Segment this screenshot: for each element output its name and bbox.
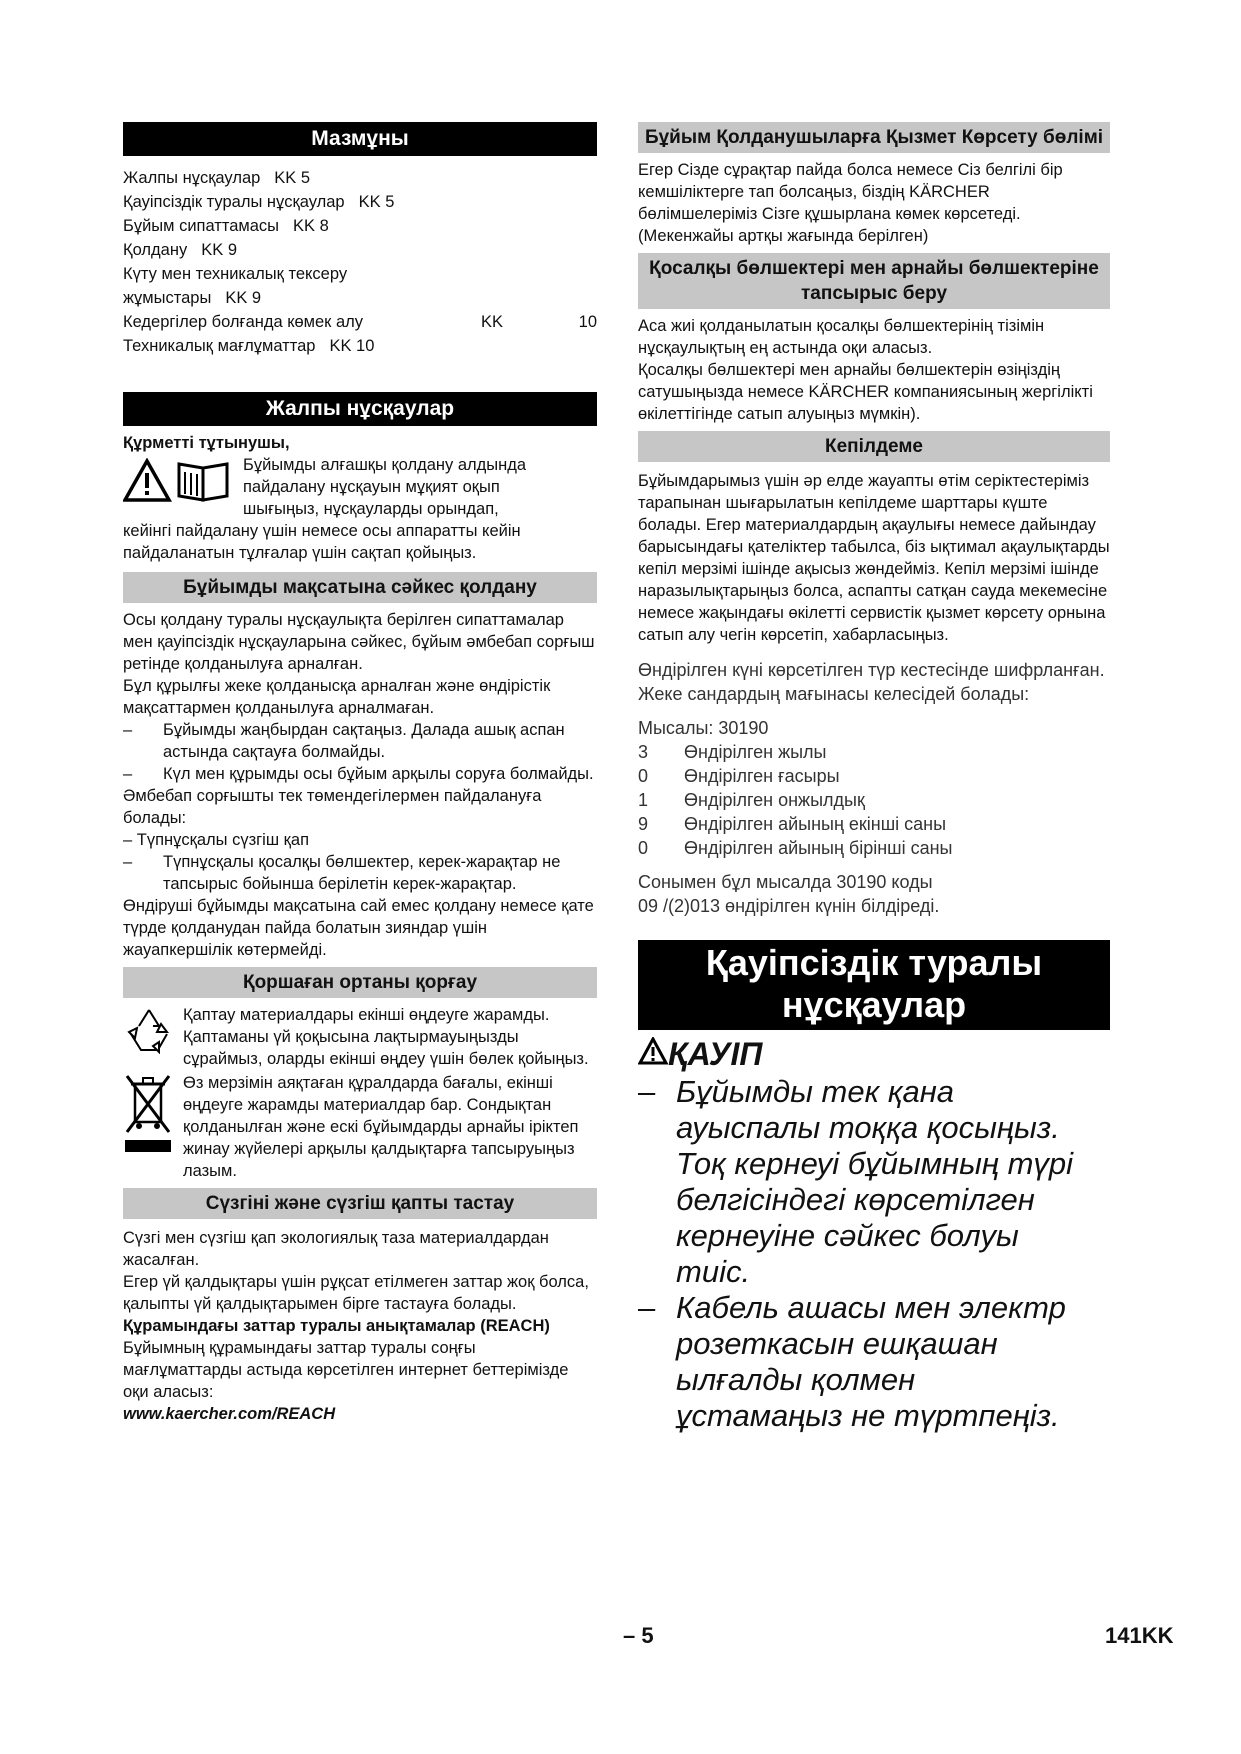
environment-section	[123, 1004, 597, 1182]
list-item: – Бұйымды тек қана ауыспалы тоққа қосыңыз. Тоқ кернеуі бұйымның түрі белгісіндегі көрсетілген кернеуіне сәйкес болуы тиіс.	[638, 1074, 1074, 1289]
purpose-section: Осы қолдану туралы нұсқаулықта берілген сипаттамалар мен қауіпсіздік нұсқауларына сәйкес, бұйым әмбебап сорғыш ретінде қолданылуға арналған. Бұл құрылғы жеке қолданысқа арналған және өндірістік мақсаттармен қолданылуға арналмаған. – Бұйымды жаңбырдан сақтаңыз. Далада ашық аспан астында сақтауға болмайды. – Күл мен құрымды осы бұйым арқылы соруға болмайды. Әмбебап сорғышты тек төмендегілермен пайдалануға болады: – Түпнұсқалы сүзгіш қап – Түпнұсқалы қосалқы бөлшектер, керек-жарақтар не тапсырыс бойынша берілетін керек-жарақтар. Өндіруші бұйымды мақсатына сай емес қолдану немесе қате түрде қолданудан пайда болатын зияндар үшін жауапкершілік көтермейді.	[123, 609, 597, 961]
left-column	[123, 122, 597, 1425]
list-item: – Түпнұсқалы қосалқы бөлшектер, керек-жарақтар не тапсырыс бойынша берілетін керек-жарақтар.	[123, 853, 561, 893]
list-item: 0 Өндірілген ғасыры	[638, 766, 840, 786]
danger-label: ҚАУІП	[638, 1034, 1110, 1074]
service-section: Егер Сізде сұрақтар пайда болса немесе Сіз белгілі бір кемшіліктерге тап болсаңыз, біздің KÄRCHER бөлімшелеріміз Сізге құшырлана көмек көрсетеді. (Мекенжайы артқы жағында берілген)	[638, 161, 1063, 245]
list-item: – Күл мен құрымды осы бұйым арқылы соруға болмайды.	[123, 765, 594, 783]
date-code-section: Өндірілген күні көрсетілген түр кестесінде шифрланған. Жеке сандардың мағынасы келесідей болады: Мысалы: 30190 3 Өндірілген жылы 0 Өндірілген ғасыры 1 Өндірілген онжылдық 9 Өндірілген айының екінші саны 0 Өндірілген айының бірінші саны Сонымен бұл мысалда 30190 коды 09 /(2)013 өндірілген күнін білдіреді.	[638, 658, 1110, 918]
crossed-bin-icon	[123, 1074, 175, 1166]
general-section	[123, 432, 597, 564]
safety-section	[638, 1034, 1110, 1434]
filter-section: Сүзгі мен сүзгіш қап экологиялық таза материалдардан жасалған. Егер үй қалдықтары үшін рұқсат етілмеген заттар жоқ болса, қалыпты үй қалдықтарымен бірге тастауға болады. Құрамындағы заттар туралы анықтамалар (REACH) Бұйымның құрамындағы заттар туралы соңғы мағлұматтарды астыда көрсетілген интернет беттерімізде оқи аласыз: www.kaercher.com/REACH	[123, 1227, 597, 1425]
disposal-block: Өз мерзімін аяқтаған құралдарда бағалы, екінші өңдеуге жарамды материалдар бар. Сондықтан қолданылған және ескі бұйымдарды арнайы іріктеп жинау жүйелері арқылы қалдықтарға тапсыруыңыз лазым.	[123, 1072, 597, 1182]
general-title: Жалпы нұсқаулар	[123, 392, 597, 426]
parts-section: Аса жиі қолданылатын қосалқы бөлшектерінің тізімін нұсқаулықтың ең астында оқи аласыз. Қосалқы бөлшектері мен арнайы бөлшектерін өзіңіздің сатушыңызда немесе KÄRCHER компаниясының жергілікті өкілеттігінде сатып алуыңыз мүмкін).	[638, 317, 1093, 423]
toc-title: Мазмұны	[123, 122, 597, 156]
toc-item[interactable]: Бұйым сипаттамасы KK 8	[123, 217, 329, 235]
service-title: Бұйым Қолданушыларға Қызмет Көрсету бөлімі	[638, 122, 1110, 153]
environment-title: Қоршаған ортаны қорғау	[123, 967, 597, 998]
warranty-section: Бұйымдарымыз үшін әр елде жауапты өтім серіктестеріміз тарапынан шығарылатын кепілдеме шарттары күште болады. Егер материалдардың ақаулығы немесе дайындау барысындағы қателіктер табылса, біз ықтимал ақаулықтарды кепіл мерзімі ішінде ақысыз жөндейміз. Кепіл мерзімі ішінде наразылықтарыңыз болса, аспапты сатқан сауда мекемесіне немесе жақындағы өкілетті сервистік қызмет көрсету орнына сатып алу чегін көрсетіп, хабарласыңыз.	[638, 472, 1110, 644]
warranty-title: Кепілдеме	[638, 431, 1110, 462]
list-item: 3 Өндірілген жылы	[638, 742, 827, 762]
toc-item[interactable]: Қауіпсіздік туралы нұсқаулар KK 5	[123, 193, 395, 211]
document-code: 141KK	[1105, 1623, 1174, 1648]
recycle-icon	[123, 1006, 175, 1060]
toc-list	[123, 166, 597, 358]
toc-item[interactable]: Техникалық мағлұматтар KK 10	[123, 337, 375, 355]
reach-link[interactable]: www.kaercher.com/REACH	[123, 1405, 336, 1423]
list-item: 9 Өндірілген айының екінші саны	[638, 814, 947, 834]
list-item: 0 Өндірілген айының бірінші саны	[638, 838, 953, 858]
list-item: 1 Өндірілген онжылдық	[638, 790, 865, 810]
right-column	[638, 122, 1110, 1434]
list-item: – Бұйымды жаңбырдан сақтаңыз. Далада ашық аспан астында сақтауға болмайды.	[123, 721, 565, 761]
toc-item[interactable]: Күту мен техникалық тексеру жұмыстары KK 9	[123, 265, 348, 307]
warning-triangle-icon	[638, 1034, 668, 1074]
parts-title: Қосалқы бөлшектері мен арнайы бөлшектеріне тапсырыс беру	[638, 253, 1110, 309]
filter-title: Сүзгіні және сүзгіш қапты тастау	[123, 1188, 597, 1219]
purpose-title: Бұйымды мақсатына сәйкес қолдану	[123, 572, 597, 603]
warning-read-manual-icon	[123, 458, 235, 510]
toc-item[interactable]: Кедергілер болғанда көмек алу KK 10	[123, 313, 597, 331]
toc-item[interactable]: Қолдану KK 9	[123, 241, 238, 259]
recycling-block: Қаптау материалдары екінші өңдеуге жарамды. Қаптаманы үй қоқысына лақтырмауыңызды сұраймыз, оларды екінші өңдеу үшін бөлек қойыңыз.	[123, 1004, 597, 1070]
list-item: – Кабель ашасы мен электр розеткасын ешқашан ылғалды қолмен ұстамаңыз не түртпеңіз.	[638, 1290, 1066, 1433]
page-number: – 5	[623, 1623, 654, 1648]
greeting: Құрметті тұтынушы,	[123, 434, 290, 452]
toc-item[interactable]: Жалпы нұсқаулар KK 5	[123, 169, 311, 187]
safety-title: Қауіпсіздік туралы нұсқаулар	[638, 940, 1110, 1030]
intro-block: Бұйымды алғашқы қолдану алдында пайдалану нұсқауын мұқият оқып шығыңыз, нұсқауларды орындап, кейінгі пайдалану үшін немесе осы аппаратты кейін пайдаланатын тұлғалар үшін сақтап қойыңыз.	[123, 456, 527, 562]
